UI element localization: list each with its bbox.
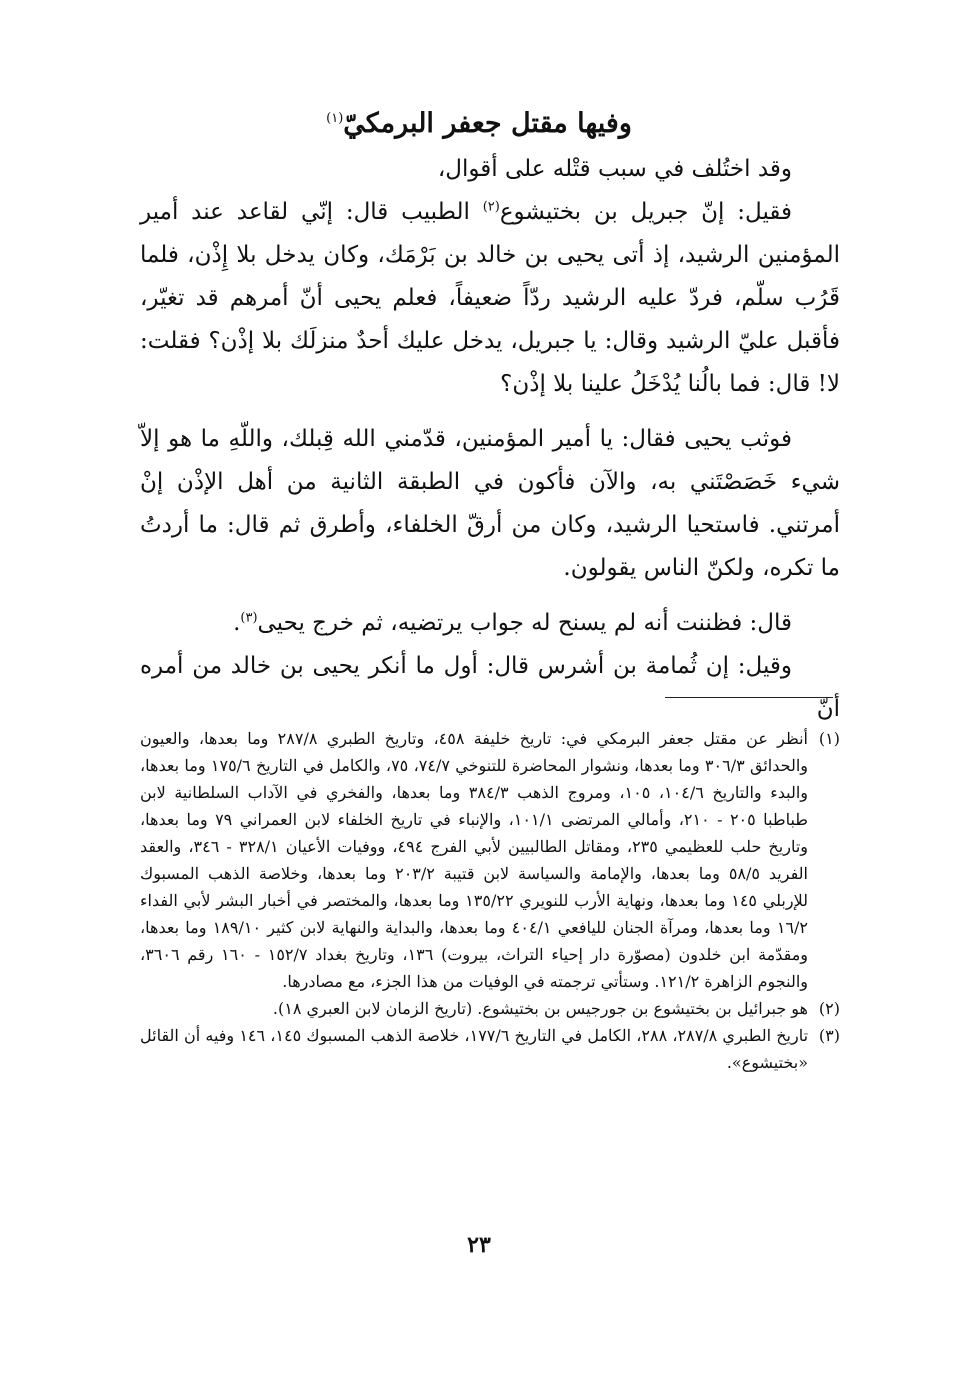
footnote-text: تاريخ الطبري ٢٨٧/٨، ٢٨٨، الكامل في التاريخ ١٧٧/٦، خلاصة الذهب المسبوك ١٤٥، ١٤٦ وفيه أن القائل «بختيشوع». [140, 1026, 809, 1072]
paragraph-text: فوثب يحيى فقال: يا أمير المؤمنين، قدّمني الله قِبلك، واللّهِ ما هو إلاّ شيء خَصَصْتَني به، والآن فأكون في الطبقة الثانية من أهل الإذْن إنْ أمرتني. فاستحيا الرشيد، وكان من أرقّ الخلفاء، وأطرق ثم قال: ما أردتُ ما تكره، ولكنّ الناس يقولون. [140, 426, 840, 581]
paragraph-text: الطبيب قال: إنّي لقاعد عند أمير المؤمنين الرشيد، إذ أتى يحيى بن خالد بن بَرْمَك، وكان يدخل بلا إِذْن، فلما قَرُب سلّم، فردّ عليه الرشيد ردّاً ضعيفاً، فعلم يحيى أنّ أمرهم قد تغيّر، فأقبل عليّ الرشيد وقال: يا جبريل، يدخل عليك أحدٌ منزلَك بلا إذْن؟ فقلت: لا! قال: فما بالُنا يُدْخَلُ علينا بلا إذْن؟ [140, 199, 840, 397]
footnotes-section [140, 725, 840, 1076]
main-text [140, 148, 840, 731]
footnote [140, 995, 840, 1022]
body-paragraph [140, 148, 840, 191]
footnote-text: أنظر عن مقتل جعفر البرمكي في: تاريخ خليفة ٤٥٨، وتاريخ الطبري ٢٨٧/٨ وما بعدها، والعيون والحدائق ٣٠٦/٣ وما بعدها، ونشوار المحاضرة للتنوخي ٧٤/٧، ٧٥، والكامل في التاريخ ١٧٥/٦ وما بعدها، والبدء والتاريخ ١٠٤/٦، ١٠٥، ومروج الذهب ٣٨٤/٣ وما بعدها، والفخري في الآداب السلطانية لابن طباطبا ٢٠٥ - ٢١٠، وأمالي المرتضى ١٠١/١، والإنباء في تاريخ الخلفاء لابن العمراني ٧٩ وما بعدها، وتاريخ حلب للعظيمي ٢٣٥، ومقاتل الطالبيين لأبي الفرج ٤٩٤، ووفيات الأعيان ٣٢٨/١ - ٣٤٦، والعقد الفريد ٥٨/٥ وما بعدها، والإمامة والسياسة لابن قتيبة ٢٠٣/٢ وما بعدها، وخلاصة الذهب المسبوك للإربلي ١٤٥ وما بعدها، ونهاية الأرب للنويري ١٣٥/٢٢ وما بعدها، والمختصر في أخبار البشر لأبي الفداء ١٦/٢ وما بعدها، ومرآة الجنان لليافعي ٤٠٤/١ وما بعدها، والبداية والنهاية لابن كثير ١٨٩/١٠ وما بعدها، ومقدّمة ابن خلدون (مصوّرة دار إحياء التراث، بيروت) ١٣٦، وتاريخ بغداد ١٥٢/٧ - ١٦٠ رقم ٣٦٠٦، والنجوم الزاهرة ١٢١/٢. وستأتي ترجمته في الوفيات من هذا الجزء، مع مصادرها. [140, 729, 809, 991]
footnote-number: (٣) [818, 1026, 840, 1045]
title-footnote-ref[interactable]: (١) [326, 111, 344, 127]
body-paragraph [140, 418, 840, 590]
footnote-ref[interactable]: (٣) [240, 610, 258, 626]
footnote-separator [665, 697, 833, 698]
paragraph-text: وقيل: إن ثُمامة بن أشرس قال: أول ما أنكر يحيى بن خالد من أمره أنّ [140, 653, 840, 722]
paragraph-text: فقيل: إنّ جبريل بن بختيشوع [499, 199, 793, 225]
footnote [140, 1022, 840, 1076]
footnote-number: (٢) [818, 999, 840, 1018]
chapter-title-text: وفيها مقتل جعفر البرمكيّ [343, 108, 632, 140]
footnote-number: (١) [818, 729, 840, 748]
footnote-text: هو جبرائيل بن بختيشوع بن جورجيس بن بختيشوع. (تاريخ الزمان لابن العبري ١٨). [272, 999, 808, 1018]
body-paragraph [140, 191, 840, 406]
footnote [140, 725, 840, 995]
body-paragraph [140, 645, 840, 731]
paragraph-text: قال: فظننت أنه لم يسنح له جواب يرتضيه، ثم خرج يحيى [257, 610, 792, 636]
footnote-ref[interactable]: (٢) [482, 199, 500, 215]
paragraph-text: وقد اختُلف في سبب قتْله على أقوال، [437, 156, 792, 182]
body-paragraph [140, 602, 840, 645]
chapter-title [120, 104, 838, 144]
page-number: ٢٣ [467, 1232, 491, 1258]
paragraph-text: . [233, 610, 241, 636]
